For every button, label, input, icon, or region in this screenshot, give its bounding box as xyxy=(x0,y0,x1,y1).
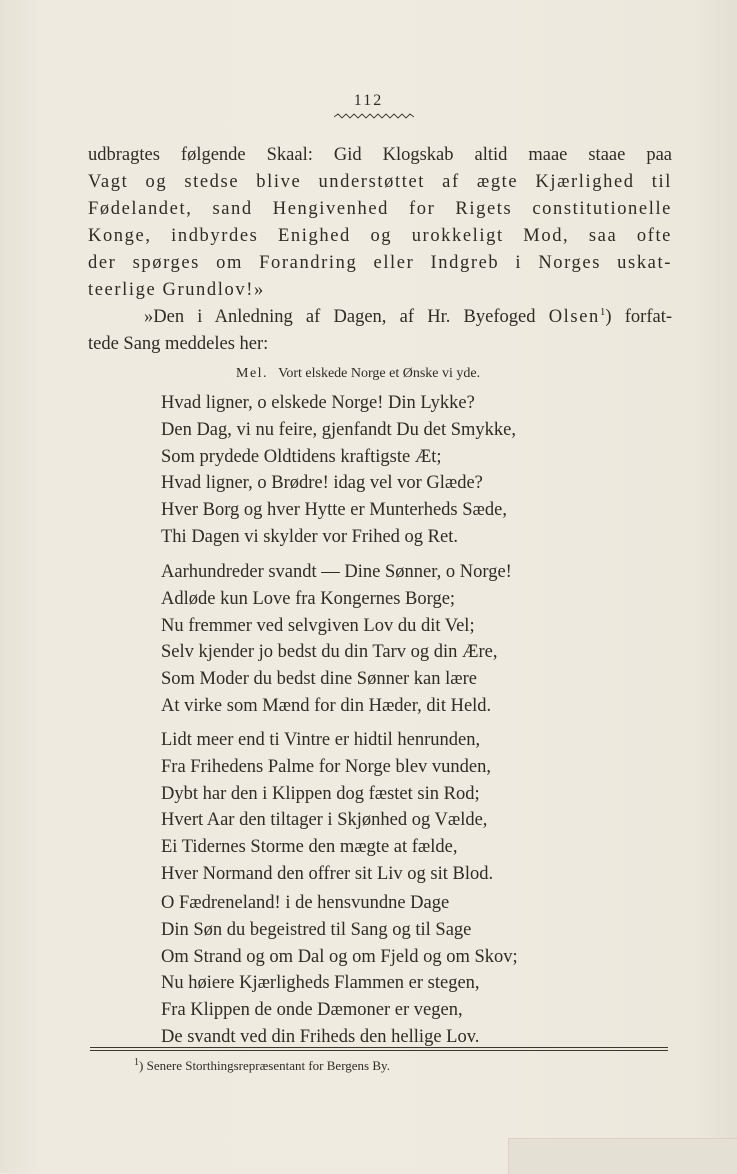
intro-line: der spørges om Forandring eller Indgreb i Norges uskat- xyxy=(88,253,672,273)
stanza-4 xyxy=(161,890,518,1051)
verse-line: Hver Borg og hver Hytte er Munterheds Sæde, xyxy=(161,500,507,521)
footnote-text: Senere Storthingsrepræsentant for Bergens By. xyxy=(146,1058,390,1073)
verse-line: Fra Klippen de onde Dæmoner er vegen, xyxy=(161,1000,463,1021)
verse-line: Nu fremmer ved selvgiven Lov du dit Vel; xyxy=(161,615,475,636)
verse-line: Som Moder du bedst dine Sønner kan lære xyxy=(161,669,477,690)
verse-line: Hvad ligner, o Brødre! idag vel vor Glæde? xyxy=(161,473,483,494)
footnote-mark: 1 xyxy=(134,1057,139,1068)
page-corner-fold xyxy=(508,1138,737,1174)
verse-line: Thi Dagen vi skylder vor Frihed og Ret. xyxy=(161,526,458,547)
verse-line: Adløde kun Love fra Kongernes Borge; xyxy=(161,588,456,609)
verse-line: Lidt meer end ti Vintre er hidtil henrunden, xyxy=(161,730,481,750)
melody-title: Vort elskede Norge et Ønske vi yde. xyxy=(278,366,481,381)
verse-line: Hver Normand den offrer sit Liv og sit Blod. xyxy=(161,863,494,884)
verse-line: Hvad ligner, o elskede Norge! Din Lykke? xyxy=(161,393,475,413)
verse-line: Fra Frihedens Palme for Norge blev vunden, xyxy=(161,756,492,777)
verse-line: Om Strand og om Dal og om Fjeld og om Skov; xyxy=(161,946,518,967)
intro-line: Fødelandet, sand Hengivenhed for Rigets constitutionelle xyxy=(88,199,672,219)
intro-line: teerlige Grundlov!» xyxy=(88,280,265,300)
intro-paragraph xyxy=(88,142,672,304)
song-intro-line xyxy=(88,304,672,331)
melody-label: Mel. xyxy=(236,366,269,381)
page-number: 112 xyxy=(353,92,384,109)
song-intro-text-end: ) forfat- xyxy=(605,307,673,327)
footnote-rule xyxy=(90,1047,668,1048)
intro-line: Konge, indbyrdes Enighed og urokkeligt Mod, saa ofte xyxy=(88,226,672,246)
author-name: Olsen xyxy=(548,307,600,327)
verse-line: Den Dag, vi nu feire, gjenfandt Du det Smykke, xyxy=(161,419,517,440)
footnote xyxy=(134,1058,390,1074)
intro-line: Vagt og stedse blive understøttet af ægte Kjærlighed til xyxy=(88,172,672,192)
ornament-divider xyxy=(334,113,414,121)
verse-line: O Fædreneland! i de hensvundne Dage xyxy=(161,893,450,913)
stanza-1 xyxy=(161,390,516,551)
verse-line: At virke som Mænd for din Hæder, dit Held. xyxy=(161,695,492,716)
footnote-reference: 1 xyxy=(599,306,606,318)
footnote-rule xyxy=(90,1050,668,1051)
melody-note xyxy=(236,366,480,382)
verse-line: Selv kjender jo bedst du din Tarv og din Ære, xyxy=(161,642,498,663)
intro-line: udbragtes følgende Skaal: Gid Klogskab altid maae staae paa xyxy=(88,145,672,165)
verse-line: Din Søn du begeistred til Sang og til Sage xyxy=(161,919,472,940)
verse-line: Hvert Aar den tiltager i Skjønhed og Vælde, xyxy=(161,810,488,831)
verse-line: Nu høiere Kjærligheds Flammen er stegen, xyxy=(161,973,480,994)
verse-line: Som prydede Oldtidens kraftigste Æt; xyxy=(161,446,442,467)
verse-line: Dybt har den i Klippen dog fæstet sin Rod; xyxy=(161,783,480,804)
song-intro-text: »Den i Anledning af Dagen, af Hr. Byefoged xyxy=(144,307,536,327)
song-intro-line: tede Sang meddeles her: xyxy=(88,334,269,354)
stanza-3 xyxy=(161,727,493,888)
song-intro-paragraph xyxy=(88,304,672,358)
verse-line: Ei Tidernes Storme den mægte at fælde, xyxy=(161,837,458,858)
verse-line: De svandt ved din Friheds den hellige Lov. xyxy=(161,1026,480,1047)
stanza-2 xyxy=(161,559,512,720)
footnote-mark-close: ) xyxy=(139,1058,144,1073)
verse-line: Aarhundreder svandt — Dine Sønner, o Norge! xyxy=(161,562,512,582)
